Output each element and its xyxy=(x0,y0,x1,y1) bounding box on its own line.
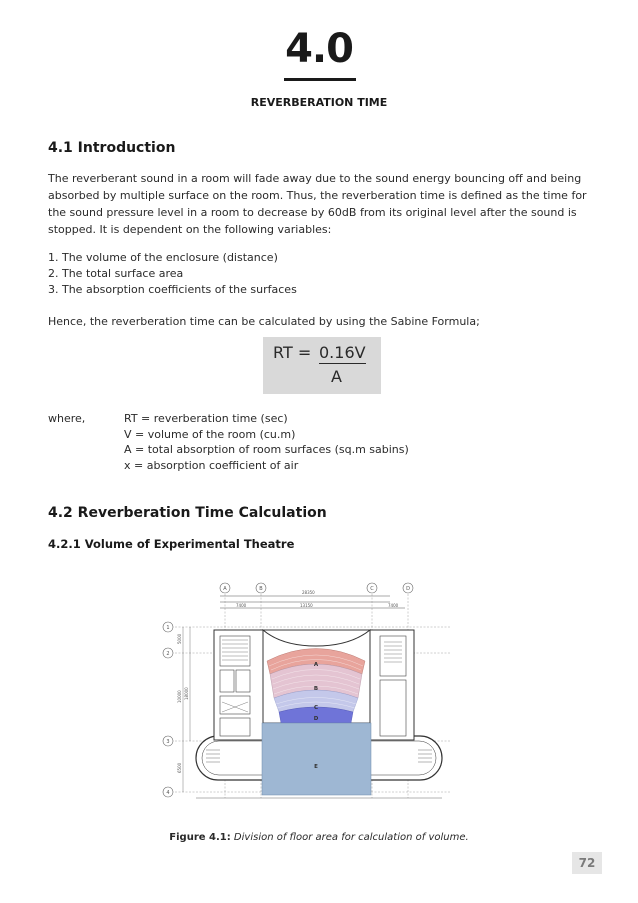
dimension-label: 5000 xyxy=(177,633,182,644)
chapter-underline xyxy=(284,78,356,81)
section-heading-calculation: 4.2 Reverberation Time Calculation xyxy=(48,505,327,521)
formula-lhs: RT = xyxy=(273,343,317,362)
intro-line: The reverberant sound in a room will fade away due to the sound energy bouncing off and being xyxy=(48,172,582,185)
definition-item: A = total absorption of room surfaces (sq.m sabins) xyxy=(124,443,409,456)
definition-item: RT = reverberation time (sec) xyxy=(124,412,288,425)
definition-item: V = volume of the room (cu.m) xyxy=(124,428,296,441)
caption-text: Division of floor area for calculation of volume. xyxy=(230,832,469,843)
dimension-label: 10000 xyxy=(177,690,182,703)
zone-label: C xyxy=(313,705,319,711)
formula-denominator: A xyxy=(331,367,342,386)
page-number: 72 xyxy=(572,852,602,874)
caption-label: Figure 4.1: xyxy=(169,832,231,843)
zone-label: B xyxy=(313,686,319,692)
list-item: 1. The volume of the enclosure (distance) xyxy=(48,251,278,264)
list-item: 3. The absorption coefficients of the surfaces xyxy=(48,283,297,296)
chapter-number: 4.0 xyxy=(285,26,353,72)
zone-e xyxy=(262,723,371,795)
grid-label: B xyxy=(259,586,263,592)
zone-label: D xyxy=(313,716,319,722)
grid-label: 1 xyxy=(166,625,170,631)
figure-caption xyxy=(0,832,638,843)
grid-label: C xyxy=(370,586,374,592)
zone-label: E xyxy=(314,764,318,770)
definition-item: x = absorption coefficient of air xyxy=(124,459,299,472)
chapter-title: REVERBERATION TIME xyxy=(250,96,388,109)
dimension-label: 28350 xyxy=(302,590,315,595)
intro-line: stopped. It is dependent on the following variables: xyxy=(48,223,332,236)
grid-label: 2 xyxy=(166,651,170,657)
formula-intro: Hence, the reverberation time can be calculated by using the Sabine Formula; xyxy=(48,315,480,328)
where-label: where, xyxy=(48,412,86,425)
formula-box xyxy=(263,337,381,394)
dimension-label: 18000 xyxy=(184,687,189,700)
grid-label: D xyxy=(406,586,410,592)
intro-line: absorbed by multiple surface on the room. Thus, the reverberation time is defined as the time for xyxy=(48,189,587,202)
dimension-label: 7400 xyxy=(388,603,399,608)
section-heading-introduction: 4.1 Introduction xyxy=(48,140,176,156)
grid-label: 3 xyxy=(166,739,170,745)
subsection-heading-volume: 4.2.1 Volume of Experimental Theatre xyxy=(48,537,295,551)
dimension-label: 7400 xyxy=(236,603,247,608)
grid-label: 4 xyxy=(166,790,170,796)
floor-plan-figure xyxy=(150,578,480,808)
grid-label: A xyxy=(223,586,227,592)
dimension-label: 6500 xyxy=(177,762,182,773)
list-item: 2. The total surface area xyxy=(48,267,184,280)
intro-line: the sound pressure level in a room to decrease by 60dB from its original level after the sound is xyxy=(48,206,577,219)
dimension-label: 13150 xyxy=(300,603,313,608)
intro-paragraph xyxy=(48,170,600,238)
formula-numerator: 0.16V xyxy=(319,343,366,362)
zone-label: A xyxy=(313,662,319,668)
